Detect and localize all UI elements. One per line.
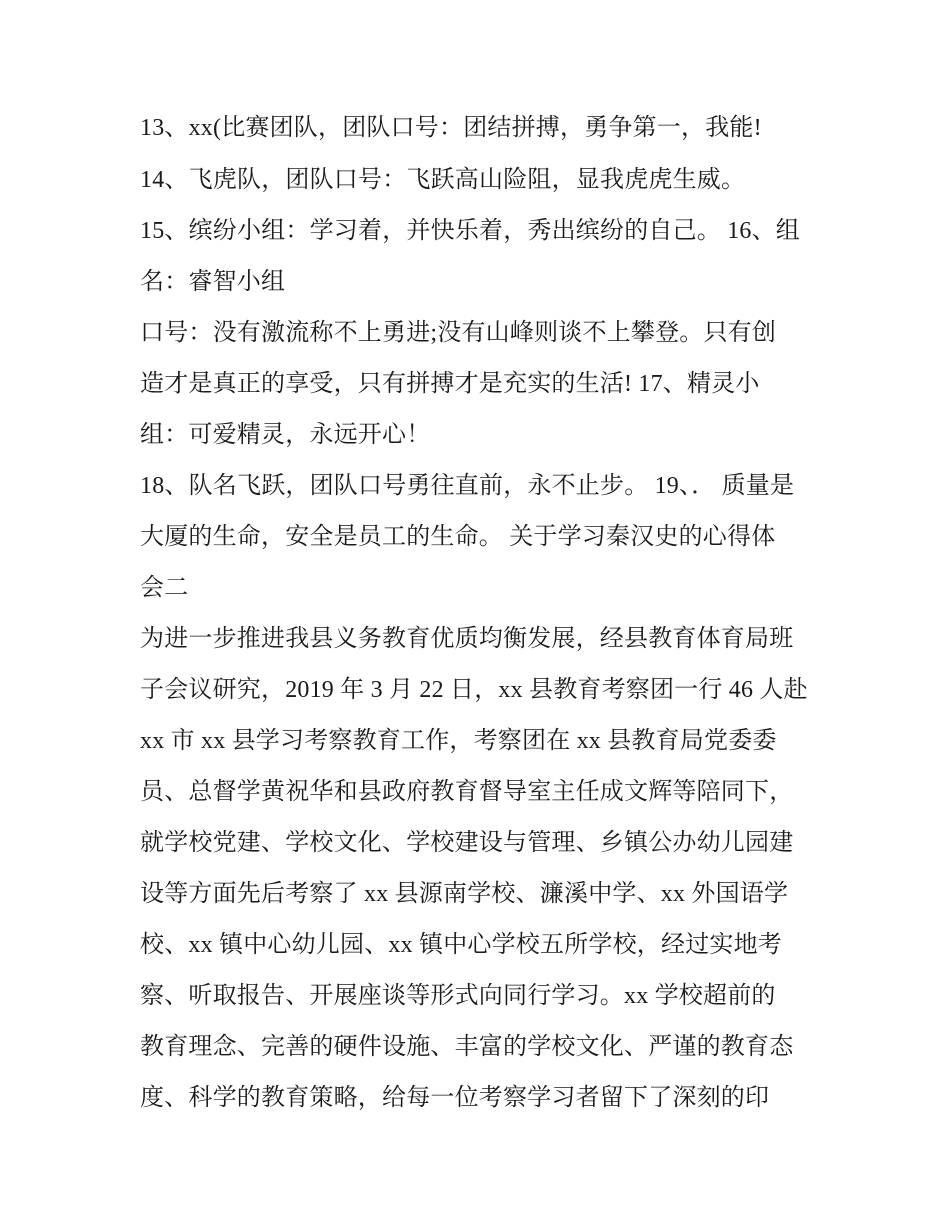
text-line: 口号：没有激流称不上勇进;没有山峰则谈不上攀登。只有创 (140, 320, 777, 346)
text-line: 18、队名飞跃，团队口号勇往直前，永不止步。 19、． 质量是 (140, 473, 795, 499)
text-line: 校、xx 镇中心幼儿园、xx 镇中心学校五所学校，经过实地考 (140, 932, 782, 958)
text-line: 14、飞虎队，团队口号：飞跃高山险阻，显我虎虎生威。 (140, 167, 746, 193)
text-line: 员、总督学黄祝华和县政府教育督导室主任成文辉等陪同下， (140, 779, 794, 805)
text-line: 会二 (140, 575, 189, 601)
text-line: 设等方面先后考察了 xx 县源南学校、濂溪中学、xx 外国语学 (140, 881, 789, 907)
text-line: 子会议研究，2019 年 3 月 22 日，xx 县教育考察团一行 46 人赴 (140, 677, 808, 703)
text-line: 大厦的生命，安全是员工的生命。 关于学习秦汉史的心得体 (140, 524, 776, 550)
text-line: 13、xx(比赛团队，团队口号：团结拼搏，勇争第一，我能! (140, 115, 762, 141)
text-line: 度、科学的教育策略，给每一位考察学习者留下了深刻的印 (140, 1085, 770, 1111)
text-line: 组：可爱精灵，永远开心！ (140, 422, 431, 448)
text-line: 教育理念、完善的硬件设施、丰富的学校文化、严谨的教育态 (140, 1034, 794, 1060)
text-line: 察、听取报告、开展座谈等形式向同行学习。xx 学校超前的 (140, 983, 776, 1009)
text-line: 造才是真正的享受，只有拼搏才是充实的生活! 17、精灵小 (140, 371, 760, 397)
text-line: 15、缤纷小组：学习着，并快乐着，秀出缤纷的自己。 16、组 (140, 218, 800, 244)
text-line: 名：睿智小组 (140, 269, 286, 295)
text-line: 就学校党建、学校文化、学校建设与管理、乡镇公办幼儿园建 (140, 830, 794, 856)
text-line: 为进一步推进我县义务教育优质均衡发展，经县教育体育局班 (140, 626, 794, 652)
text-line: xx 市 xx 县学习考察教育工作，考察团在 xx 县教育局党委委 (140, 728, 777, 754)
